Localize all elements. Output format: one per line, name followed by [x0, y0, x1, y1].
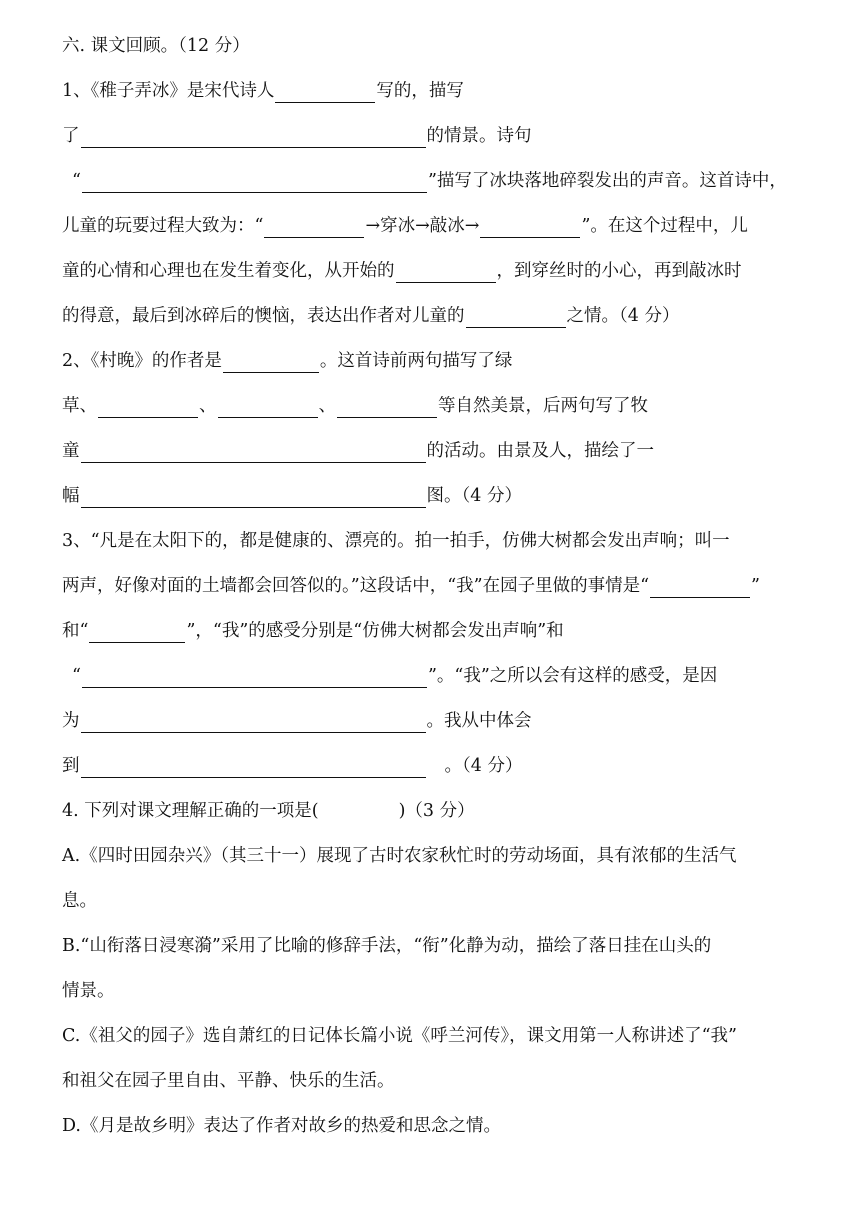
q4-option-a-line-2: 息。 — [62, 891, 97, 911]
answer-blank-reason[interactable] — [81, 714, 426, 733]
q2-line-4: 幅 图。（4 分） — [62, 486, 522, 506]
answer-blank-step-1[interactable] — [264, 219, 364, 238]
q3-line-6: 到 。（4 分） — [62, 756, 523, 776]
answer-blank-verse[interactable] — [82, 174, 427, 193]
q2-line-1: 2、《村晚》的作者是 。这首诗前两句描写了绿 — [62, 351, 513, 371]
q4-option-d: D.《月是故乡明》表达了作者对故乡的热爱和思念之情。 — [62, 1116, 501, 1136]
q2-line-2: 草、 、 、 等自然美景，后两句写了牧 — [62, 396, 648, 416]
q4-option-a-line-1: A.《四时田园杂兴》（其三十一）展现了古时农家秋忙时的劳动场面，具有浓郁的生活气 — [62, 846, 737, 866]
answer-blank-feeling[interactable] — [466, 309, 566, 328]
answer-blank-activity[interactable] — [81, 444, 426, 463]
q3-line-5: 为 。我从中体会 — [62, 711, 532, 731]
answer-blank-action-1[interactable] — [650, 579, 750, 598]
q1-line-5: 童的心情和心理也在发生着变化，从开始的 ，到穿丝时的小心，再到敲冰时 — [62, 261, 742, 281]
answer-blank-step-4[interactable] — [480, 219, 580, 238]
q4-stem: 4. 下列对课文理解正确的一项是( )（3 分） — [62, 801, 475, 821]
q4-option-c-line-2: 和祖父在园子里自由、平静、快乐的生活。 — [62, 1071, 395, 1091]
q3-line-1: 3、“凡是在太阳下的，都是健康的、漂亮的。拍一拍手，仿佛大树都会发出声响；叫一 — [62, 531, 730, 551]
q3-line-3: 和“ ”，“我”的感受分别是“仿佛大树都会发出声响”和 — [62, 621, 564, 641]
q1-line-3: “ ”描写了冰块落地碎裂发出的声音。这首诗中， — [72, 171, 787, 191]
answer-blank-poet[interactable] — [275, 84, 375, 103]
answer-blank-insight[interactable] — [81, 759, 426, 778]
answer-blank-scene[interactable] — [81, 129, 426, 148]
section-title: 六. 课文回顾。（12 分） — [62, 36, 250, 56]
answer-blank-feeling-2[interactable] — [82, 669, 427, 688]
q1-line-2: 了 的情景。诗句 — [62, 126, 532, 146]
answer-blank-picture[interactable] — [81, 489, 426, 508]
q1-line-6: 的得意，最后到冰碎后的懊恼，表达出作者对儿童的 之情。（4 分） — [62, 306, 680, 326]
answer-blank-author[interactable] — [223, 354, 319, 373]
q1-line-4: 儿童的玩要过程大致为：“ →穿冰→敲冰→ ”。在这个过程中，儿 — [62, 216, 748, 236]
q3-line-2: 两声，好像对面的土墙都会回答似的。”这段话中，“我”在园子里做的事情是“ ” — [62, 576, 760, 596]
answer-blank-scenery-3[interactable] — [337, 399, 437, 418]
q3-line-4: “ ”。“我”之所以会有这样的感受，是因 — [72, 666, 718, 686]
q4-option-c-line-1: C.《祖父的园子》选自萧红的日记体长篇小说《呼兰河传》，课文用第一人称讲述了“我” — [62, 1026, 737, 1046]
answer-blank-scenery-2[interactable] — [218, 399, 318, 418]
q4-option-b-line-2: 情景。 — [62, 981, 115, 1001]
q1-line-1: 1、《稚子弄冰》是宋代诗人 写的，描写 — [62, 81, 464, 101]
answer-blank-mood[interactable] — [396, 264, 496, 283]
answer-blank-scenery-1[interactable] — [98, 399, 198, 418]
answer-blank-action-2[interactable] — [89, 624, 185, 643]
q2-line-3: 童 的活动。由景及人，描绘了一 — [62, 441, 654, 461]
q4-option-b-line-1: B.“山衔落日浸寒漪”采用了比喻的修辞手法，“衔”化静为动，描绘了落日挂在山头的 — [62, 936, 712, 956]
